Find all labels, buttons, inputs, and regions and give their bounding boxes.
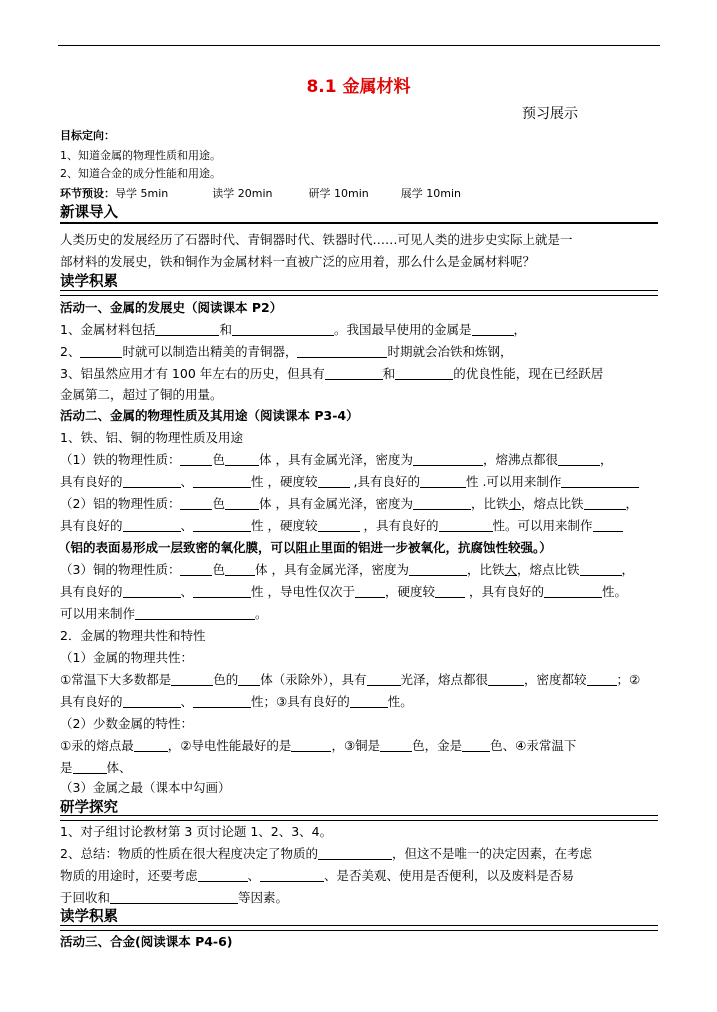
blank[interactable] [488, 672, 524, 686]
blank[interactable] [134, 738, 168, 752]
blank[interactable] [472, 322, 514, 336]
blank[interactable] [73, 760, 107, 774]
blank[interactable] [123, 694, 181, 708]
act1-line: 3、铝虽然应用才有 100 年左右的历史，但具有 和 的优良性能，现在已经跃居 [60, 366, 604, 381]
blank[interactable] [135, 606, 255, 620]
metal-extremes-line: （3）金属之最（课本中勾画） [60, 780, 231, 795]
blank[interactable] [155, 322, 219, 336]
blank[interactable] [367, 672, 401, 686]
blank[interactable] [318, 846, 392, 860]
blank[interactable] [420, 474, 466, 488]
iron-line: 具有良好的 、 性 ，硬度较 ,具有良好的 性 .可以用来制作 [60, 472, 639, 492]
blank[interactable] [544, 584, 602, 598]
act1-line: 金属第二，超过了铜的用量。 [60, 387, 223, 402]
blank[interactable] [123, 584, 181, 598]
blank[interactable] [593, 518, 623, 532]
timing-show: 展学 10min [400, 187, 461, 200]
blank[interactable] [558, 452, 600, 466]
aluminum-note: （铝的表面易形成一层致密的氧化膜，可以阻止里面的铝进一步被氧化，抗腐蚀性较强。） [58, 540, 552, 555]
timing-guide: 导学 5min [115, 187, 169, 200]
blank[interactable] [193, 474, 251, 488]
blank[interactable] [225, 452, 259, 466]
timing-read: 读学 20min [212, 187, 273, 200]
activity-1-title: 活动一、金属的发展史（阅读课本 P2） [60, 300, 283, 315]
blank[interactable] [291, 738, 331, 752]
timing-label: 环节预设： [60, 187, 115, 200]
copper-line: 可以用来制作 。 [60, 606, 268, 621]
header-rule [58, 45, 660, 46]
special-line: ①汞的熔点最 ，②导电性能最好的是 ，③铜是 色，金是 色、④汞常温下 [60, 738, 577, 753]
research-line: 于回收和 等因素。 [60, 890, 289, 905]
intro-text-line: 人类历史的发展经历了石器时代、青铜器时代、铁器时代……可见人类的进步史实际上就是一 [60, 232, 573, 247]
blank[interactable] [325, 366, 383, 380]
blank[interactable] [380, 738, 412, 752]
section-rule [60, 222, 658, 224]
act1-line: 1、金属材料包括 和 。我国最早使用的金属是 ， [60, 322, 527, 337]
research-line: 物质的用途时，还要考虑 、 、是否美观、使用是否便利，以及废料是否易 [60, 868, 575, 883]
activity-3-title: 活动三、合金(阅读课本 P4-6) [60, 934, 233, 949]
blank[interactable] [297, 344, 387, 358]
blank[interactable] [413, 496, 471, 510]
blank[interactable] [198, 868, 248, 882]
blank[interactable] [395, 366, 453, 380]
blank[interactable] [409, 562, 467, 576]
lesson-title: 8.1 金属材料 [306, 77, 411, 97]
blank[interactable] [225, 562, 255, 576]
blank[interactable] [413, 452, 483, 466]
intro-text-line: 部材料的发展史，铁和铜作为金属材料一直被广泛的应用着，那么什么是金属材料呢？ [60, 254, 536, 269]
blank[interactable] [193, 694, 251, 708]
preview-label: 预习展示 [522, 106, 578, 122]
special-label: （2）少数金属的特性： [60, 716, 193, 731]
blank[interactable] [318, 518, 360, 532]
blank[interactable] [462, 738, 490, 752]
blank[interactable] [225, 496, 259, 510]
section-heading-research: 研学探究 [60, 800, 118, 816]
common-label: （1）金属的物理共性： [60, 650, 193, 665]
blank[interactable] [350, 694, 388, 708]
blank[interactable] [584, 496, 626, 510]
act2-subtitle: 2．金属的物理共性和特性 [60, 628, 206, 643]
section-rule [60, 815, 658, 821]
research-line: 2、总结：物质的性质在很大程度决定了物质的 ，但这不是唯一的决定因素，在考虑 [60, 846, 592, 861]
blank[interactable] [193, 518, 251, 532]
timing-study: 研学 10min [308, 187, 369, 200]
iron-line: （1）铁的物理性质： 色 体 ，具有金属光泽，密度为 ，熔沸点都很 ， [60, 452, 613, 467]
common-line: ①常温下大多数都是 色的 体（汞除外），具有 光泽，熔点都很 ，密度都较 ；② [60, 672, 641, 687]
blank[interactable] [439, 518, 493, 532]
blank[interactable] [171, 672, 213, 686]
blank[interactable] [580, 562, 622, 576]
section-heading-read-2: 读学积累 [60, 909, 118, 925]
section-heading-read: 读学积累 [60, 274, 118, 290]
aluminum-line: （2）铝的物理性质： 色 体 ，具有金属光泽，密度为 ，比铁小，熔点比铁 ， [60, 496, 639, 511]
blank[interactable] [180, 496, 212, 510]
goal-item: 1、知道金属的物理性质和用途。 [60, 149, 221, 162]
blank[interactable] [561, 474, 639, 488]
copper-line: （3）铜的物理性质： 色 体 ，具有金属光泽，密度为 ，比铁大，熔点比铁 ， [60, 562, 635, 577]
blank[interactable] [123, 474, 181, 488]
goals-heading: 目标定向： [60, 129, 115, 142]
special-line: 是 体、 [60, 760, 132, 775]
timing-row [60, 184, 461, 204]
blank[interactable] [260, 868, 324, 882]
aluminum-line: 具有良好的 、 性 ，硬度较 ，具有良好的 性。可以用来制作 [60, 516, 623, 536]
blank[interactable] [180, 452, 212, 466]
blank[interactable] [80, 344, 122, 358]
blank[interactable] [180, 562, 212, 576]
blank[interactable] [238, 672, 260, 686]
section-rule [60, 290, 658, 296]
blank[interactable] [110, 890, 238, 904]
blank[interactable] [355, 584, 385, 598]
blank[interactable] [587, 672, 617, 686]
act1-line: 2、 时就可以制造出精美的青铜器， 时期就会冶铁和炼钢， [60, 344, 513, 359]
copper-line: 具有良好的 、 性 ，导电性仅次于 ，硬度较 ，具有良好的 性。 [60, 584, 628, 599]
blank[interactable] [232, 322, 334, 336]
blank[interactable] [123, 518, 181, 532]
activity-2-title: 活动二、金属的物理性质及其用途（阅读课本 P3-4） [60, 408, 359, 423]
act2-subtitle: 1、铁、铝、铜的物理性质及用途 [60, 430, 243, 445]
blank[interactable] [318, 474, 350, 488]
blank[interactable] [193, 584, 251, 598]
section-rule [60, 925, 658, 931]
common-line: 具有良好的 、 性；③具有良好的 性。 [60, 694, 413, 709]
research-line: 1、对子组讨论教材第 3 页讨论题 1、2、3、4。 [60, 824, 333, 839]
section-heading-intro: 新课导入 [60, 205, 118, 221]
goal-item: 2、知道合金的成分性能和用途。 [60, 167, 221, 180]
blank[interactable] [435, 584, 465, 598]
